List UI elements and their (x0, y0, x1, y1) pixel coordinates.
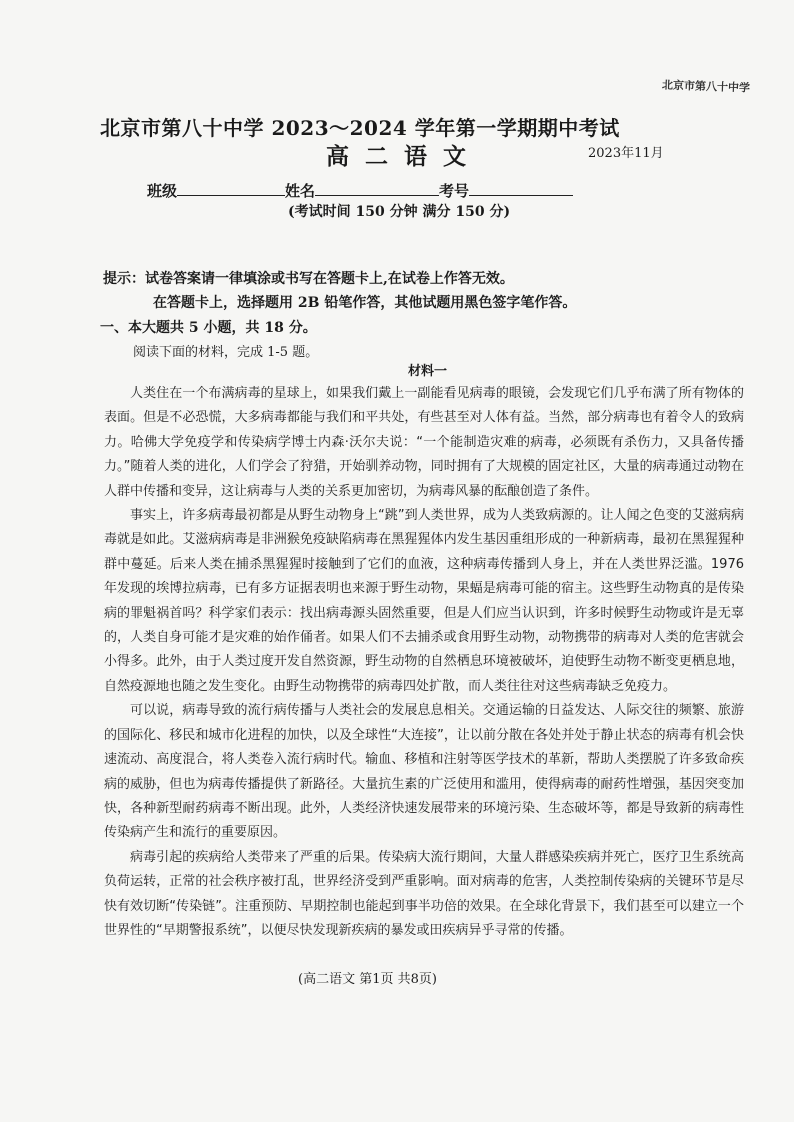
id-field[interactable] (469, 181, 573, 196)
class-label: 班级 (147, 182, 178, 200)
name-field[interactable] (315, 181, 439, 196)
material-body (104, 382, 744, 943)
exam-date: 2023年11月 (588, 146, 664, 161)
section-heading: 一、本大题共 5 小题，共 18 分。 (100, 320, 317, 336)
material-title: 材料一 (408, 364, 448, 379)
paragraph: 病毒引起的疾病给人类带来了严重的后果。传染病大流行期间，大量人群感染疾病并死亡，医疗卫生系统高负荷运转，正常的社会秩序被打乱，世界经济受到严重影响。面对病毒的危害，人类控制传染病的关键环节是尽快有效切断“传染链”。注重预防、早期控制也能起到事半功倍的效果。在全球化背景下，我们甚至可以建立一个世界性的“早期警报系统”，以便尽快发现新疾病的暴发或田疾病异乎寻常的传播。 (104, 849, 744, 938)
exam-info: (考试时间 150 分钟 满分 150 分) (288, 204, 511, 220)
tips-line-2: 在答题卡上，选择题用 2B 铅笔作答，其他试题用黑色签字笔作答。 (153, 295, 577, 311)
paragraph: 可以说，病毒导致的流行病传播与人类社会的发展息息相关。交通运输的日益发达、人际交往的频繁、旅游的国际化、移民和城市化进程的加快，以及全球性“大连接”，让以前分散在各处并处于静止状态的病毒有机会快速流动、高度混合，将人类卷入流行病时代。输血、移植和注射等医学技术的革新，帮助人类摆脱了许多致命疾病的威胁，但也为病毒传播提供了新路径。大量抗生素的广泛使用和滥用，使得病毒的耐药性增强，基因突变加快，各种新型耐药病毒不断出现。此外，人类经济快速发展带来的环境污染、生态破坏等，都是导致新的病毒性传染病产生和流行的重要原因。 (104, 703, 744, 841)
class-field[interactable] (177, 181, 285, 196)
id-label: 考号 (439, 182, 470, 200)
exam-title: 北京市第八十中学 2023～2024 学年第一学期期中考试 (100, 116, 620, 140)
name-label: 姓名 (285, 182, 316, 200)
subject-title: 高二语文 (326, 143, 482, 170)
tips-line-1: 提示：试卷答案请一律填涂或书写在答题卡上,在试卷上作答无效。 (103, 271, 514, 287)
school-stamp: 北京市第八十中学 (661, 78, 751, 95)
student-info-fields (147, 180, 573, 201)
page-footer: (高二语文 第1页 共8页) (298, 972, 437, 987)
paragraph: 事实上，许多病毒最初都是从野生动物身上“跳”到人类世界，成为人类致病源的。让人闻之色变的艾滋病病毒就是如此。艾滋病病毒是非洲猴免疫缺陷病毒在黑猩猩体内发生基因重组形成的一种新病毒，最初在黑猩猩种群中蔓延。后来人类在捕杀黑猩猩时接触到了它们的血液，这种病毒传播到人身上，并在人类世界泛滥。1976年发现的埃博拉病毒，已有多方证据表明也来源于野生动物，果蝠是病毒可能的宿主。这些野生动物真的是传染病的罪魁祸首吗？科学家们表示：找出病毒源头固然重要，但是人们应当认识到，许多时候野生动物或许是无辜的，人类自身可能才是灾难的始作俑者。如果人们不去捕杀或食用野生动物，动物携带的病毒对人类的危害就会小得多。此外，由于人类过度开发自然资源，野生动物的自然栖息环境被破坏，迫使野生动物不断变更栖息地，自然疫源地也随之发生变化。由野生动物携带的病毒四处扩散，而人类往往对这些病毒缺乏免疫力。 (104, 508, 744, 694)
section-instruction: 阅读下面的材料，完成 1-5 题。 (133, 345, 319, 360)
paragraph: 人类住在一个布满病毒的星球上，如果我们戴上一副能看见病毒的眼镜，会发现它们几乎布满了所有物体的表面。但是不必恐慌，大多病毒都能与我们和平共处，有些甚至对人体有益。当然，部分病毒也有着令人的致病力。哈佛大学免疫学和传染病学博士内森·沃尔夫说：“一个能制造灾难的病毒，必须既有杀伤力，又具备传播力。”随着人类的进化，人们学会了狩猎，开始驯养动物，同时拥有了大规模的固定社区，大量的病毒通过动物在人群中传播和变异，这让病毒与人类的关系更加密切，为病毒风暴的酝酿创造了条件。 (104, 386, 744, 499)
